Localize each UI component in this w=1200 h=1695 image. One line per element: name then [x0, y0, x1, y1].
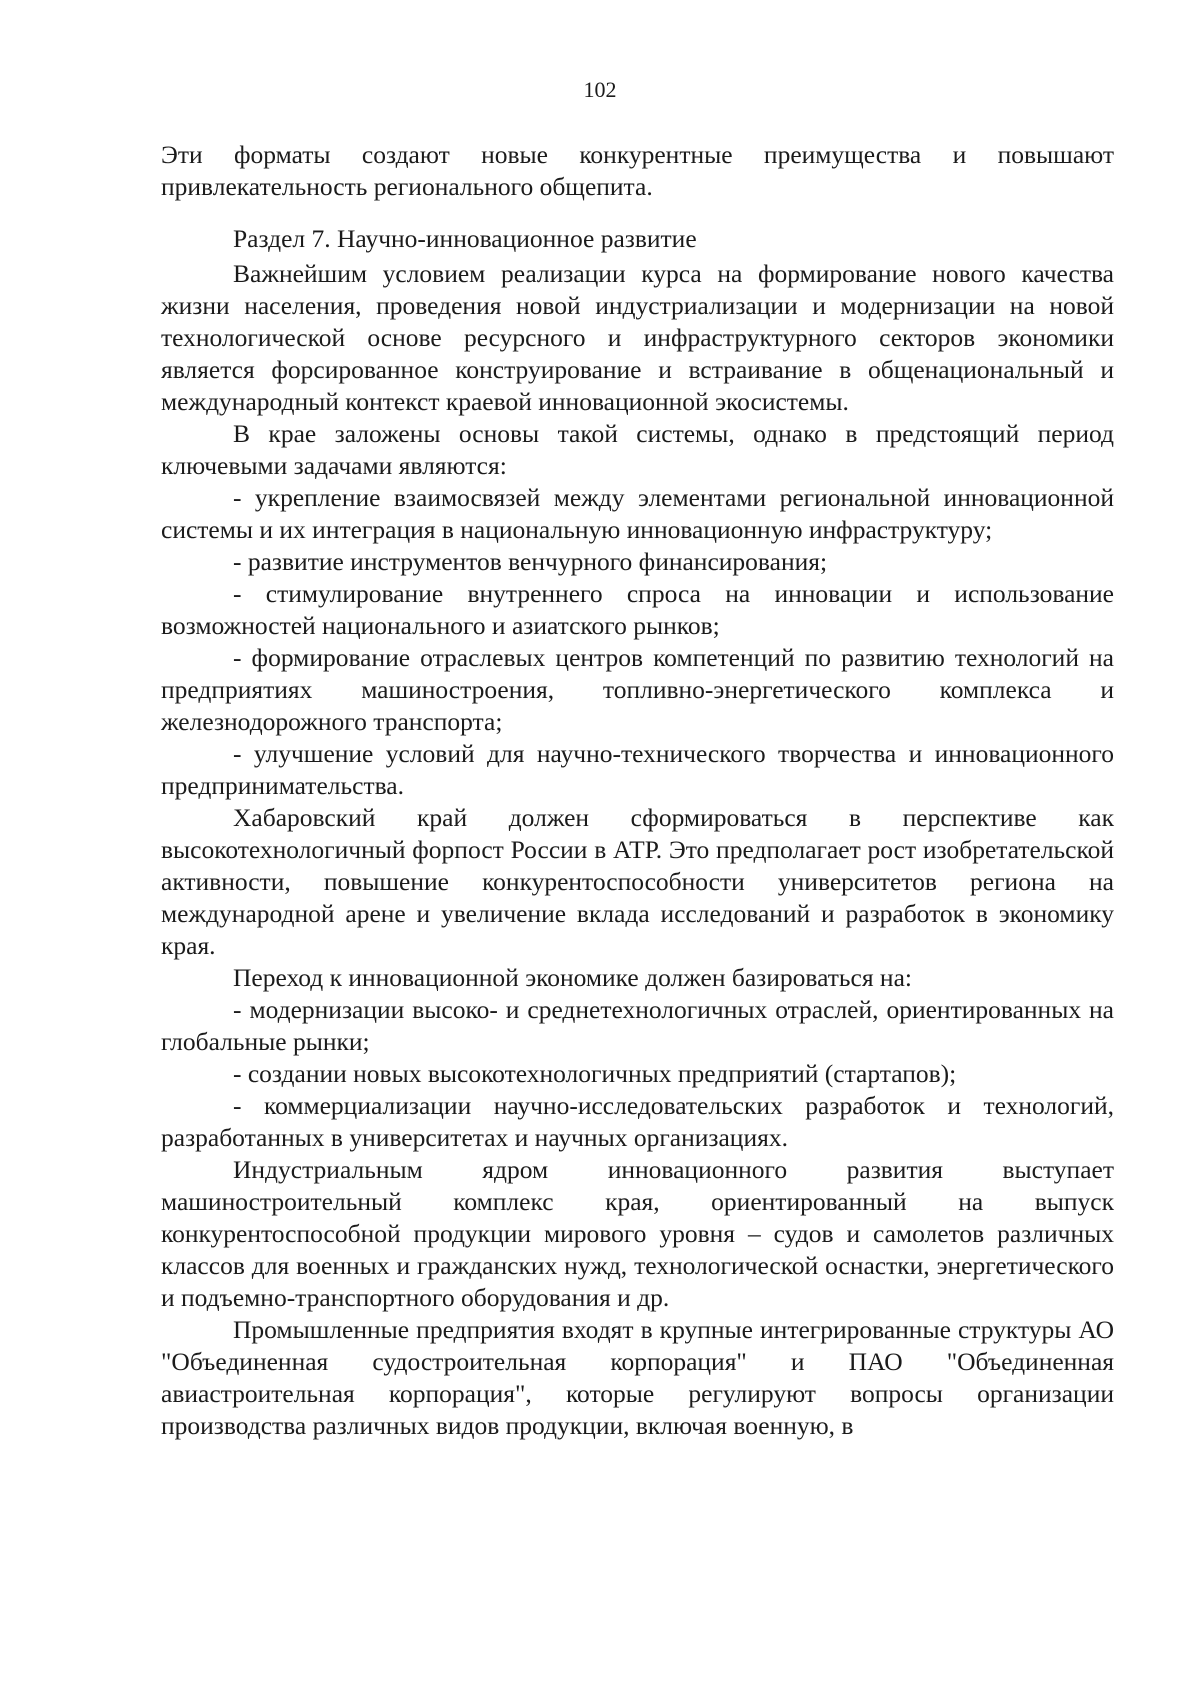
paragraph: В крае заложены основы такой системы, однако в предстоящий период ключевыми задачами являются:: [161, 419, 1114, 480]
list-item: - модернизации высоко- и среднетехнологичных отраслей, ориентированных на глобальные рынки;: [161, 995, 1114, 1056]
list-item: - создании новых высокотехнологичных предприятий (стартапов);: [233, 1059, 957, 1088]
list-item: - стимулирование внутреннего спроса на инновации и использование возможностей национального и азиатского рынков;: [161, 579, 1114, 640]
paragraph: Промышленные предприятия входят в крупные интегрированные структуры АО "Объединенная судостроительная корпорация" и ПАО "Объединенная авиастроительная корпорация", которые регулируют вопросы организации производства различных видов продукции, включая военную, в: [161, 1315, 1114, 1440]
paragraph: Переход к инновационной экономике должен базироваться на:: [233, 963, 912, 992]
section-heading: Раздел 7. Научно-инновационное развитие: [233, 224, 697, 253]
list-item: - формирование отраслевых центров компетенций по развитию технологий на предприятиях машиностроения, топливно-энергетического комплекса и железнодорожного транспорта;: [161, 643, 1114, 736]
paragraph: Важнейшим условием реализации курса на формирование нового качества жизни населения, проведения новой индустриализации и модернизации на новой технологической основе ресурсного и инфраструктурного секторов экономики является форсированное конструирование и встраивание в общенациональный и международный контекст краевой инновационной экосистемы.: [161, 259, 1114, 416]
page-number: 102: [583, 77, 617, 102]
list-item: - укрепление взаимосвязей между элементами региональной инновационной системы и их интеграция в национальную инновационную инфраструктуру;: [161, 483, 1114, 544]
document-body: [161, 139, 1114, 1442]
paragraph: Хабаровский край должен сформироваться в перспективе как высокотехнологичный форпост России в АТР. Это предполагает рост изобретательской активности, повышение конкурентоспособности университетов региона на международной арене и увеличение вклада исследований и разработок в экономику края.: [161, 803, 1114, 960]
list-item: - улучшение условий для научно-технического творчества и инновационного предпринимательства.: [161, 739, 1114, 800]
paragraph-intro: Эти форматы создают новые конкурентные преимущества и повышают привлекательность регионального общепита.: [161, 140, 1114, 201]
paragraph: Индустриальным ядром инновационного развития выступает машиностроительный комплекс края, ориентированный на выпуск конкурентоспособной продукции мирового уровня – судов и самолетов различных классов для военных и гражданских нужд, технологической оснастки, энергетического и подъемно-транспортного оборудования и др.: [161, 1155, 1114, 1312]
list-item: - коммерциализации научно-исследовательских разработок и технологий, разработанных в университетах и научных организациях.: [161, 1091, 1114, 1152]
list-item: - развитие инструментов венчурного финансирования;: [233, 547, 828, 576]
